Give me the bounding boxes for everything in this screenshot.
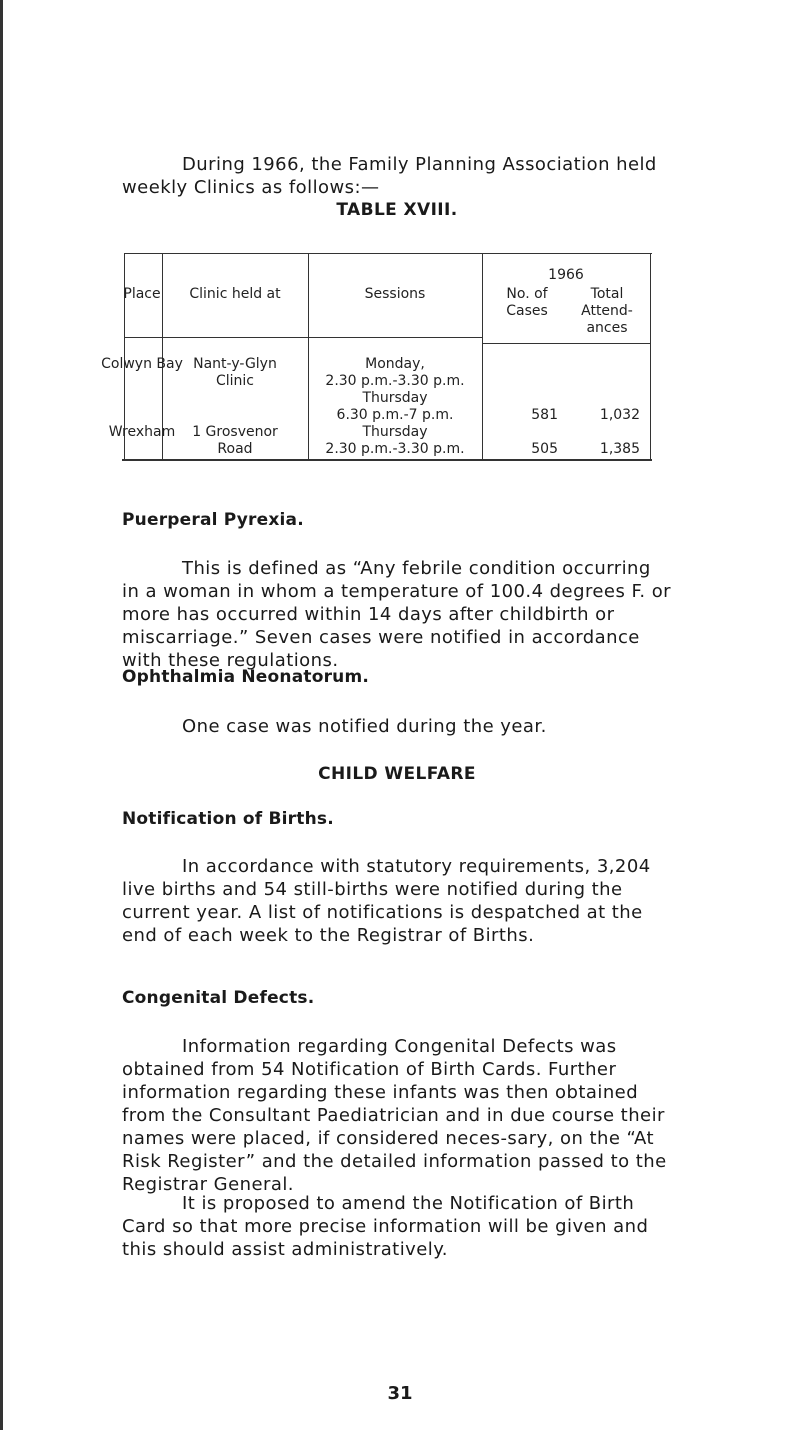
heading-ophthalmia: Ophthalmia Neonatorum.: [122, 667, 370, 687]
intro-paragraph: During 1966, the Family Planning Association held weekly Clinics as follows:—: [122, 154, 657, 198]
row2-sessions: Thursday 2.30 p.m.-3.30 p.m.: [325, 424, 465, 457]
header-rule-left: [125, 337, 482, 338]
header-place: Place: [123, 286, 161, 302]
header-year: 1966: [548, 267, 584, 283]
row2-cases: 505: [531, 441, 558, 457]
row1-clinic: Nant-y-Glyn Clinic: [193, 356, 277, 389]
header-sessions: Sessions: [364, 286, 426, 302]
page-number: 31: [387, 1383, 413, 1404]
paragraph-congenital-1: Information regarding Congenital Defects was obtained from 54 Notification of Birth Cards. Further information regarding these infants was then obtained from the Consultant Paediatrician and in due course their names were placed, if considered neces-sary, on the “At Risk Register” and the detailed information passed to the Registrar General.: [122, 1036, 667, 1195]
row1-cases: 581: [531, 407, 558, 423]
table-right-rule: [650, 253, 651, 460]
header-cases: No. of Cases: [506, 286, 548, 319]
header-total: Total Attend- ances: [581, 286, 633, 336]
table-top-rule: [125, 253, 652, 254]
row2-place: Wrexham: [108, 424, 176, 440]
row1-total: 1,032: [599, 407, 640, 423]
table-title: TABLE XVIII.: [336, 200, 458, 220]
paragraph-births: In accordance with statutory requirements, 3,204 live births and 54 still-births were notified during the current year. A list of notifications is despatched at the end of each week to the Registrar of Births.: [122, 856, 651, 946]
heading-births: Notification of Births.: [122, 809, 334, 829]
paragraph-congenital-2: It is proposed to amend the Notification of Birth Card so that more precise information will be given and this should assist administratively.: [122, 1193, 649, 1260]
clinics-table: [101, 253, 652, 460]
heading-puerperal: Puerperal Pyrexia.: [122, 510, 304, 530]
section-child-welfare: CHILD WELFARE: [318, 764, 476, 784]
row2-clinic: 1 Grosvenor Road: [192, 424, 278, 457]
row1-place: Colwyn Bay: [101, 356, 183, 372]
paragraph-puerperal: This is defined as “Any febrile condition occurring in a woman in whom a temperature of 100.4 degrees F. or more has occurred within 14 days after childbirth or miscarriage.” Seven cases were notified in accordance with these regulations.: [122, 558, 672, 671]
page-edge: [0, 0, 3, 1430]
col-divider-3: [482, 253, 483, 460]
paragraph-ophthalmia: One case was notified during the year.: [182, 716, 547, 737]
header-clinic: Clinic held at: [189, 286, 281, 302]
row2-total: 1,385: [599, 441, 640, 457]
table-bottom-rule: [122, 459, 652, 461]
header-rule-right: [482, 343, 650, 344]
row1-sessions: Monday, 2.30 p.m.-3.30 p.m. Thursday 6.30 p.m.-7 p.m.: [325, 356, 465, 423]
heading-congenital: Congenital Defects.: [122, 988, 315, 1008]
